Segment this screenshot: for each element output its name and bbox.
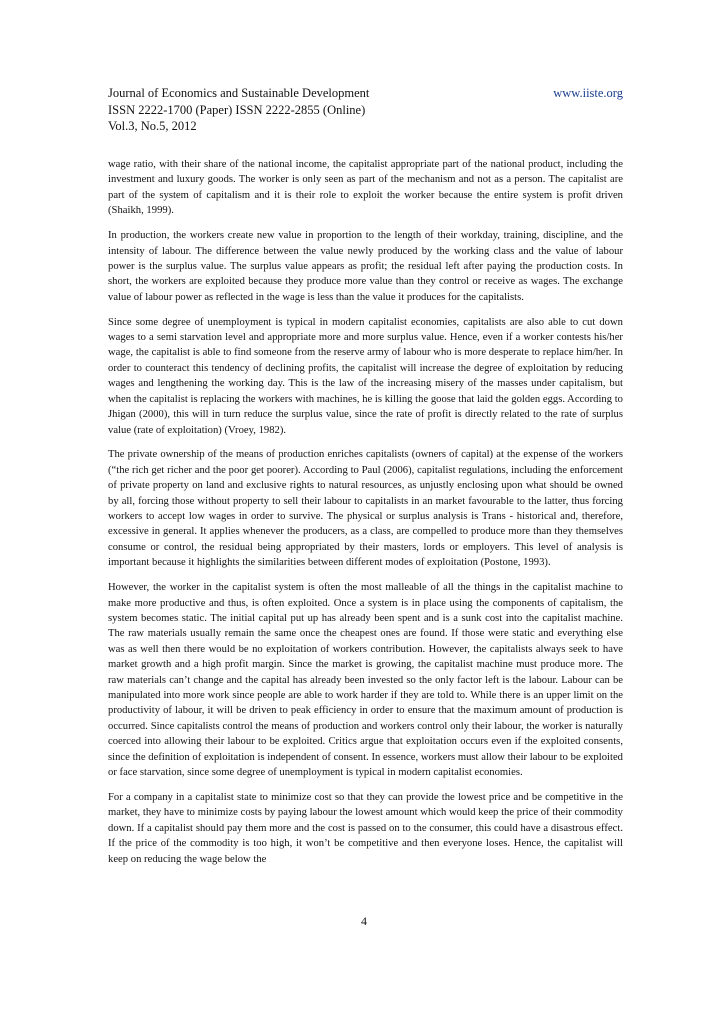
- volume-line: Vol.3, No.5, 2012: [108, 119, 197, 133]
- journal-title: Journal of Economics and Sustainable Development: [108, 86, 370, 100]
- paragraph: However, the worker in the capitalist system is often the most malleable of all the things in the capitalist machine to make more productive and thus, is often exploited. Once a system is in place using the components of capitalism, the system becomes static. The initial capital put up has already been spent and is a sunk cost into the capitalist machine. The raw materials usually remain the same once the cheapest ones are found. If those were static and everything else was as well then there would be no exploitation of workers contribution. However, the capitalists always seek to have market growth and a high profit margin. Since the market is growing, the capitalist machine must produce more. The raw materials can’t change and the capital has already been invested so the only factor left is the labour. Labour can be manipulated into more work since people are able to work harder if they are told to. While there is an upper limit on the productivity of labour, it will be driven to peak efficiency in order to ensure that the maximum amount of production is occurred. Since capitalists control the means of production and workers control only their labour, the worker is naturally coerced into allowing their labour to be exploited. Critics argue that exploitation occurs even if the exploited consents, since the definition of exploitation is independent of consent. In essence, workers must allow their labour to be exploited or face starvation, since some degree of unemployment is typical in modern capitalist economies.: [108, 582, 623, 779]
- page-number: 4: [361, 914, 367, 928]
- journal-header: [108, 85, 623, 135]
- header-top-row: [108, 85, 623, 102]
- paragraph: For a company in a capitalist state to minimize cost so that they can provide the lowest price and be competitive in the market, they have to minimize costs by paying labour the lowest amount which would keep the price of their commodity down. If a capitalist should pay them more and the cost is passed on to the consumer, this could have a disastrous effect. If the price of the commodity is too high, it won’t be competitive and then everyone loses. Hence, the capitalist will keep on reducing the wage below the: [108, 791, 623, 865]
- paragraph: The private ownership of the means of production enriches capitalists (owners of capital) at the expense of the workers (“the rich get richer and the poor get poorer). According to Paul (2006), capitalist regulations, including the enforcement of private property on land and exclusive rights to natural resources, as unjustly enclosing upon what should be owned by all, forcing those without property to sell their labour to capitalists in an market favourable to the latter, thus forcing workers to accept low wages in order to survive. The physical or surplus analysis is Trans - historical and, therefore, excessive in general. It applies whenever the producers, as a class, are compelled to produce more than they themselves consume or control, the residual being appropriated by their masters, lords or employers. This level of analysis is important because it highlights the similarities between different modes of exploitation (Postone, 1993).: [108, 449, 623, 569]
- paragraph: Since some degree of unemployment is typical in modern capitalist economies, capitalists are also able to cut down wages to a semi starvation level and appropriate more and more surplus value. Hence, even if a worker contests his/her wage, the capitalist is able to find someone from the reserve army of labour who is more desperate to replace him/her. In order to counteract this tendency of declining profits, the capitalist will increase the degree of exploitation by reducing wages and lengthening the working day. This is the law of the increasing misery of the masses under capitalism, but when the capitalist is replacing the workers with machines, he is killing the goose that laid the golden eggs. According to Jhigan (2000), this will in turn reduce the surplus value, since the rate of profit is directly related to the rate of surplus value (rate of exploitation) (Vroey, 1982).: [108, 316, 623, 436]
- paragraph: In production, the workers create new value in proportion to the length of their workday, training, discipline, and the intensity of labour. The difference between the value newly produced by the working class and the value of labour power is the surplus value. The surplus value appears as profit; the residual left after paying the production costs. In short, the workers are exploited because they produce more value than they control or receive as wages. The exchange value of labour power as reflected in the wage is less than the value it produces for the capitalists.: [108, 230, 623, 303]
- body-text: [108, 157, 623, 876]
- paragraph: wage ratio, with their share of the national income, the capitalist appropriate part of the national product, including the investment and luxury goods. The worker is only seen as part of the mechanism and not as a person. The capitalist are part of the system of capitalism and it is their role to exploit the worker because the entire system is profit driven (Shaikh, 1999).: [108, 159, 623, 217]
- issn-line: ISSN 2222-1700 (Paper) ISSN 2222-2855 (Online): [108, 102, 366, 117]
- journal-url-link[interactable]: www.iiste.org: [553, 86, 623, 100]
